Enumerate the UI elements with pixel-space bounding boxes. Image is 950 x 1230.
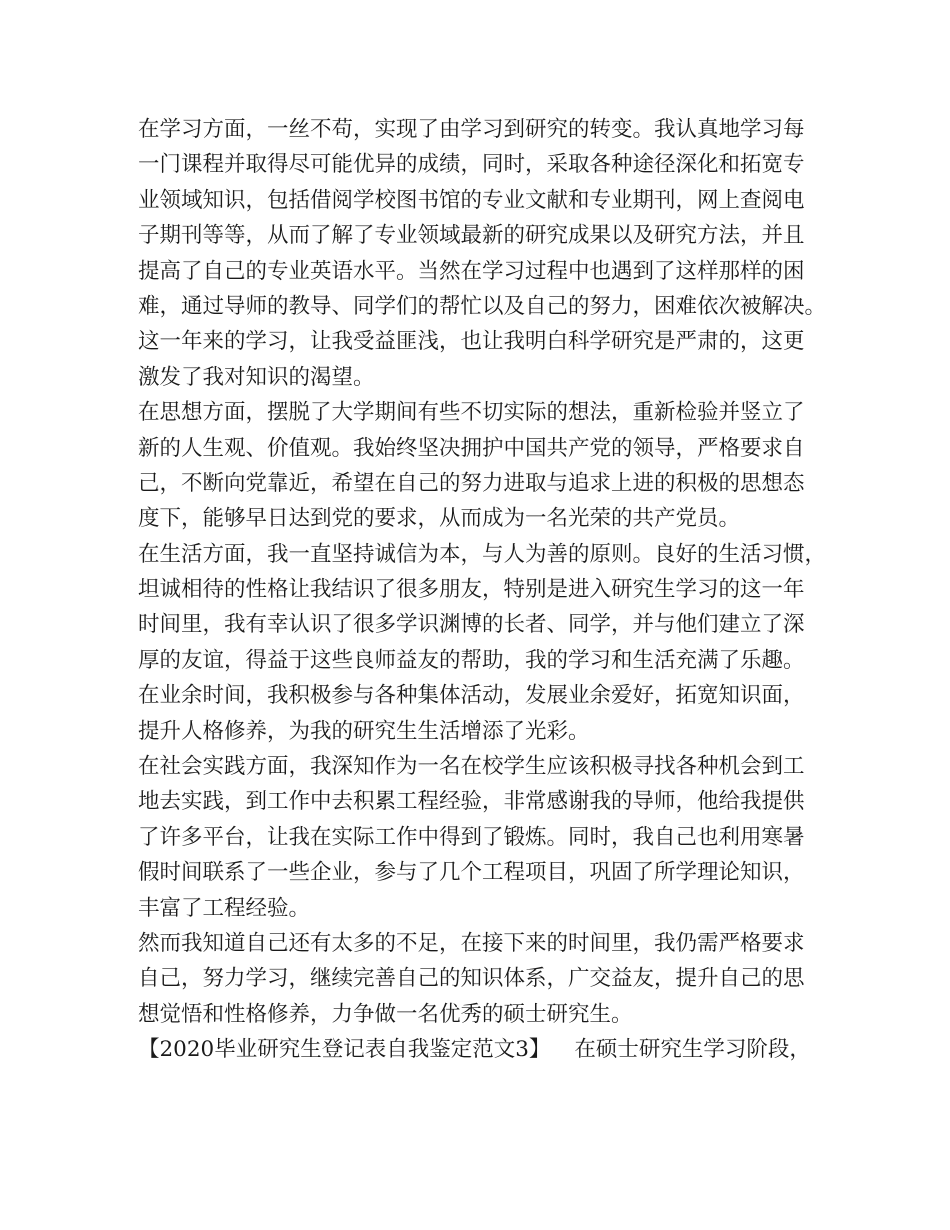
text-line: 业领域知识，包括借阅学校图书馆的专业文献和专业期刊，网上查阅电	[138, 187, 805, 213]
text-line: 厚的友谊，得益于这些良师益友的帮助，我的学习和生活充满了乐趣。	[138, 647, 805, 673]
text-line: 提升人格修养，为我的研究生生活增添了光彩。	[138, 718, 590, 744]
text-line: 在生活方面，我一直坚持诚信为本，与人为善的原则。良好的生活习惯，	[138, 541, 827, 567]
text-line: 然而我知道自己还有太多的不足，在接下来的时间里，我仍需严格要求	[138, 930, 805, 956]
text-line: 难，通过导师的教导、同学们的帮忙以及自己的努力，困难依次被解决。	[138, 293, 827, 319]
text-line: 坦诚相待的性格让我结识了很多朋友，特别是进入研究生学习的这一年	[138, 577, 805, 603]
text-line: 丰富了工程经验。	[138, 895, 311, 921]
document-body	[138, 112, 828, 1068]
section-heading: 【2020毕业研究生登记表自我鉴定范文3】	[138, 1037, 551, 1063]
text-line: 在业余时间，我积极参与各种集体活动，发展业余爱好，拓宽知识面，	[138, 683, 805, 709]
text-line: 在学习方面，一丝不苟，实现了由学习到研究的转变。我认真地学习每	[138, 117, 805, 142]
text-line: 新的人生观、价值观。我始终坚决拥护中国共产党的领导，严格要求自	[138, 435, 805, 461]
text-line: 激发了我对知识的渴望。	[138, 364, 375, 390]
text-line: 想觉悟和性格修养，力争做一名优秀的硕士研究生。	[138, 1001, 633, 1027]
text-line: 己，不断向党靠近，希望在自己的努力进取与追求上进的积极的思想态	[138, 470, 805, 496]
text-line: 时间里，我有幸认识了很多学识渊博的长者、同学，并与他们建立了深	[138, 612, 805, 638]
text-line: 度下，能够早日达到党的要求，从而成为一名光荣的共产党员。	[138, 506, 741, 532]
text-line: 假时间联系了一些企业，参与了几个工程项目，巩固了所学理论知识，	[138, 860, 805, 886]
section-heading-line	[138, 1032, 828, 1067]
text-line: 地去实践，到工作中去积累工程经验，非常感谢我的导师，他给我提供	[138, 789, 805, 815]
text-line: 一门课程并取得尽可能优异的成绩，同时，采取各种途径深化和拓宽专	[138, 152, 805, 178]
trailing-text: 在硕士研究生学习阶段，	[574, 1037, 811, 1063]
text-line: 这一年来的学习，让我受益匪浅，也让我明白科学研究是严肃的，这更	[138, 329, 805, 355]
text-line: 了许多平台，让我在实际工作中得到了锻炼。同时，我自己也利用寒暑	[138, 824, 805, 850]
text-line: 子期刊等等，从而了解了专业领域最新的研究成果以及研究方法，并且	[138, 223, 805, 249]
text-line: 自己，努力学习，继续完善自己的知识体系，广交益友，提升自己的思	[138, 966, 805, 992]
text-line: 在思想方面，摆脱了大学期间有些不切实际的想法，重新检验并竖立了	[138, 400, 805, 426]
text-line: 提高了自己的专业英语水平。当然在学习过程中也遇到了这样那样的困	[138, 258, 805, 284]
text-line: 在社会实践方面，我深知作为一名在校学生应该积极寻找各种机会到工	[138, 754, 805, 780]
